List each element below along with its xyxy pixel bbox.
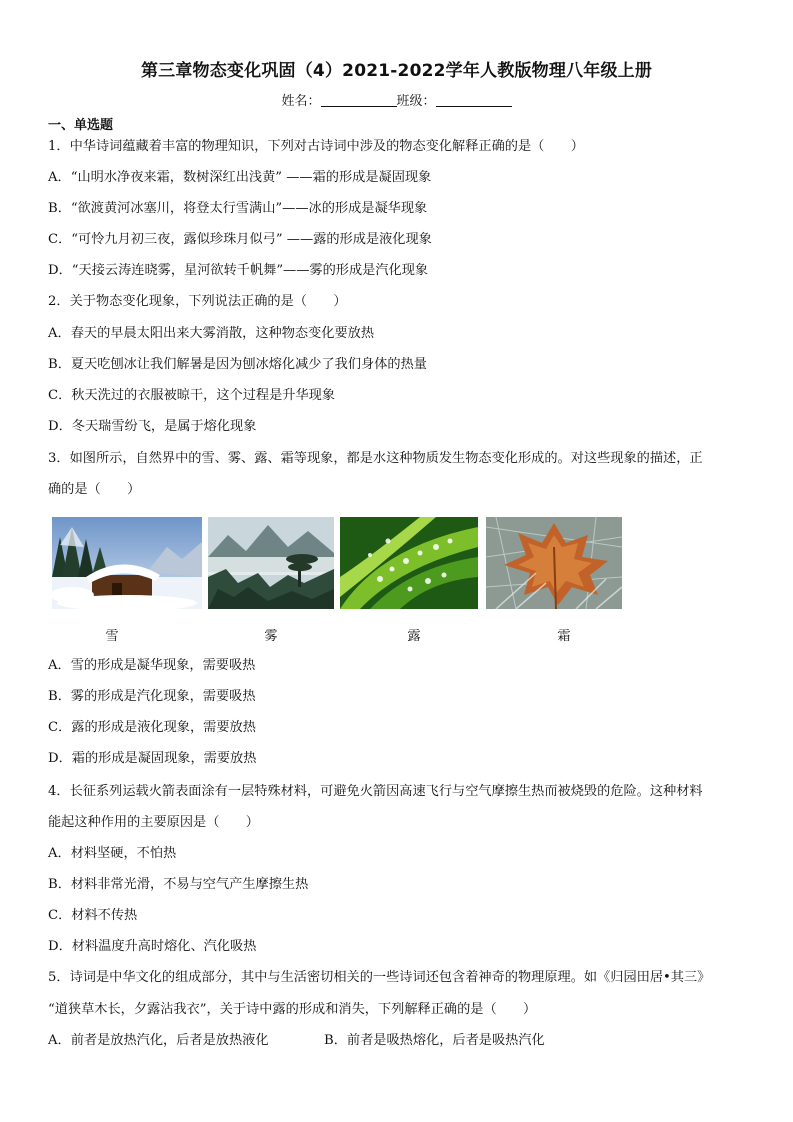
caption-dew: 露 (407, 629, 421, 644)
question-5-stem-line-1: 5．诗词是中华文化的组成部分，其中与生活密切相关的一些诗词还包含着神奇的物理原理。如《归园田居•其三》 (48, 970, 711, 985)
question-3-stem-line-2: 确的是（ ） (48, 482, 141, 497)
question-2-option-a: A．春天的早晨太阳出来大雾消散，这种物态变化要放热 (48, 326, 375, 341)
caption-fog: 雾 (264, 629, 278, 644)
snow-photo (52, 517, 202, 609)
question-3-option-b: B．雾的形成是汽化现象，需要吸热 (48, 689, 256, 704)
question-5-option-a: A．前者是放热汽化，后者是放热液化 (48, 1033, 269, 1048)
dew-photo (340, 517, 478, 609)
question-3-figures (52, 517, 632, 647)
class-blank (436, 94, 512, 107)
question-2-option-b: B．夏天吃刨冰让我们解暑是因为刨冰熔化减少了我们身体的热量 (48, 357, 427, 372)
name-blank (321, 94, 397, 107)
question-4-stem-line-2: 能起这种作用的主要原因是（ ） (48, 815, 259, 830)
class-label: 班级： (396, 94, 436, 109)
question-3-option-c: C．露的形成是液化现象，需要放热 (48, 720, 256, 735)
question-2-option-d: D．冬天瑞雪纷飞，是属于熔化现象 (48, 419, 257, 434)
question-5-option-b: B．前者是吸热熔化，后者是吸热汽化 (324, 1033, 545, 1048)
question-4-option-c: C．材料不传热 (48, 908, 138, 923)
question-1-option-a: A．“山明水净夜来霜，数树深红出浅黄” ——霜的形成是凝固现象 (48, 170, 432, 185)
section-heading: 一、单选题 (48, 118, 114, 133)
question-4-option-d: D．材料温度升高时熔化、汽化吸热 (48, 939, 257, 954)
student-info-line (0, 90, 793, 109)
caption-snow: 雪 (105, 629, 119, 644)
frost-photo (486, 517, 622, 609)
question-5-stem-line-2: “道狭草木长，夕露沾我衣”，关于诗中露的形成和消失，下列解释正确的是（ ） (48, 1002, 537, 1017)
page-title: 第三章物态变化巩固（4）2021-2022学年人教版物理八年级上册 (140, 61, 653, 81)
caption-frost: 霜 (557, 629, 571, 644)
question-3-option-d: D．霜的形成是凝固现象，需要放热 (48, 751, 257, 766)
question-3-stem-line-1: 3．如图所示，自然界中的雪、雾、露、霜等现象，都是水这种物质发生物态变化形成的。对这些现象的描述，正 (48, 451, 703, 466)
question-2-stem: 2．关于物态变化现象，下列说法正确的是（ ） (48, 294, 347, 309)
question-4-option-a: A．材料坚硬，不怕热 (48, 846, 177, 861)
question-4-stem-line-1: 4．长征系列运载火箭表面涂有一层特殊材料，可避免火箭因高速飞行与空气摩擦生热而被烧毁的危险。这种材料 (48, 784, 703, 799)
name-label: 姓名： (281, 94, 321, 109)
question-3-option-a: A．雪的形成是凝华现象，需要吸热 (48, 658, 256, 673)
question-2-option-c: C．秋天洗过的衣服被晾干，这个过程是升华现象 (48, 388, 336, 403)
question-1-option-d: D．“天接云涛连晓雾，星河欲转千帆舞”——雾的形成是汽化现象 (48, 263, 429, 278)
question-1-option-c: C．“可怜九月初三夜，露似珍珠月似弓” ——露的形成是液化现象 (48, 232, 432, 247)
question-1-option-b: B．“欲渡黄河冰塞川，将登太行雪满山”——冰的形成是凝华现象 (48, 201, 428, 216)
fog-photo (208, 517, 334, 609)
question-4-option-b: B．材料非常光滑，不易与空气产生摩擦生热 (48, 877, 309, 892)
question-1-stem: 1．中华诗词蕴藏着丰富的物理知识，下列对古诗词中涉及的物态变化解释正确的是（ ） (48, 139, 584, 154)
